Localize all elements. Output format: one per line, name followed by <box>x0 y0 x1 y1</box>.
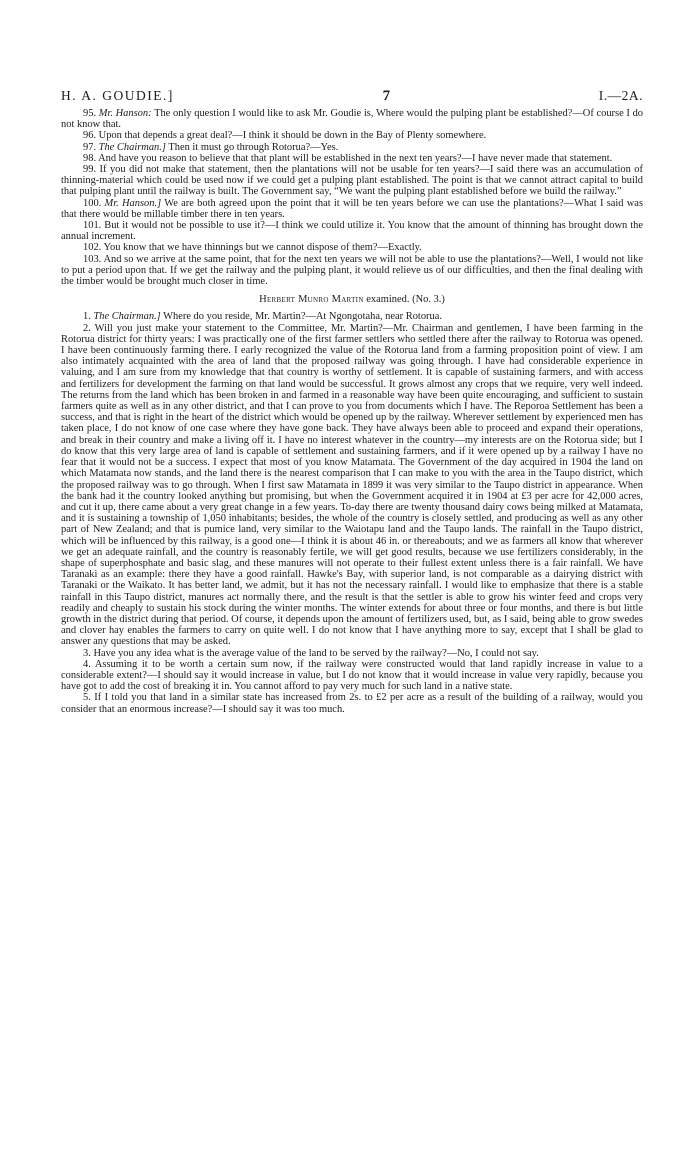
paper-reference: I.—2A. <box>598 88 643 103</box>
speaker: Mr. Hanson: <box>98 108 152 119</box>
document-body <box>61 108 643 715</box>
question-100: 100. Mr. Hanson.] We are both agreed upon the point that it will be ten years before we can use the plantations?—What I said was that there would be millable timber there in ten years. <box>61 197 644 220</box>
speaker: The Chairman.] <box>93 311 161 323</box>
question-101: 101. But it would not be possible to use it?—I think we could utilize it. You know that the amount of thinning has brought down the annual increment. <box>61 220 644 243</box>
running-head-witness: H. A. GOUDIE.] <box>61 88 174 103</box>
question-1: 1. The Chairman.] Where do you reside, Mr. Martin?—At Ngongotaha, near Rotorua. <box>83 311 442 323</box>
page-number: 7 <box>382 88 391 104</box>
question-97: 97. The Chairman.] Then it must go through Rotorua?—Yes. <box>83 141 339 153</box>
page-header <box>61 88 643 106</box>
question-99: 99. If you did not make that statement, then the plantations will not be usable for ten years?—I said there was an accumulation of thinning-material which could be used now if we could get a pulping plant established. The point is that we cannot attract capital to build that pulping plant until the railway is built. The Government say, “We want the pulping plant established before we build the railway.” <box>61 164 644 198</box>
question-5: 5. If I told you that land in a similar state has increased from 2s. to £2 per acre as a result of the building of a railway, would you consider that an enormous increase?—I should say it was too much. <box>61 692 644 715</box>
question-4: 4. Assuming it to be worth a certain sum now, if the railway were constructed would that land rapidly increase in value to a considerable extent?—I should say it would increase in value, but I do not know that it would increase in value very rapidly, because you have got to add the cost of breaking it in. You cannot afford to pay very much for such land in a native state. <box>61 658 643 693</box>
witness-name: Herbert Munro Martin <box>259 294 364 306</box>
question-98: 98. And have you reason to believe that that plant will be established in the next ten years?—I have never made that statement. <box>83 152 613 164</box>
question-96: 96. Upon that depends a great deal?—I think it should be down in the Bay of Plenty somewhere. <box>83 130 487 142</box>
question-103: 103. And so we arrive at the same point, that for the next ten years we will not be able to use the plantations?—Well, I would not like to put a period upon that. If we get the railway and the pulping plant, it would relieve us of our difficulties, and then the final dealing with the timber would be brought much closer in time. <box>61 253 643 288</box>
question-95: 95. Mr. Hanson: The only question I would like to ask Mr. Goudie is, Where would the pulping plant be established?—Of course I do not know that. <box>61 108 644 131</box>
speaker: The Chairman.] <box>98 141 166 153</box>
speaker: Mr. Hanson.] <box>104 197 162 209</box>
question-102: 102. You know that we have thinnings but we cannot dispose of them?—Exactly. <box>83 242 422 254</box>
section-heading: Herbert Munro Martin examined. (No. 3.) <box>259 294 445 306</box>
question-2: 2. Will you just make your statement to the Committee, Mr. Martin?—Mr. Chairman and gentlemen, I have been farming in the Rotorua district for thirty years: I was practically one of the first farmer settlers who settled there after the railway to Rotorua was opened. I have been continuously farming there. I early recognized the value of the Rotorua land from a farming proposition point of view. I am also intimately acquainted with the area of land that the proposed railway was going through. I have had considerable experience in valuing, and I am sure from my knowledge that that country is worthy of settlement. It is capable of sustaining farmers, and with access and fertilizers for development the farming on that land would be successful. It grows almost any crops that we require, very well indeed. The returns from the land which has been broken in and farmed in a reasonable way have been quite encouraging, and sufficient to sustain farmers quite as well as in any other district, and that I can prove to you from documents which I have. The Reporoa Settlement has been a success, and that is right in the heart of the district which would be opened up by the railway. Wherever settlement by experienced men has taken place, I do not know of one case where they have gone back. They have always been able to proceed and expand their operations, and break in their country and make a living off it. I have no interest whatever in the country—my interests are on the Rotorua side; but I do know that this very large area of land is capable of settlement and sustaining farmers, and if it were opened up by a railway I have no fear that it would not be a success. I expect that most of you know Matamata. The Government of the day acquired in 1904 the land on which Matamata now stands, and the land there is the nearest comparison that I can make to you with the area in the Taupo district, which the proposed railway was to go through. When I first saw Matamata in 1899 it was very similar to the Taupo district in appearance. When the bank had it the country looked anything but promising, but when the Government acquired it in 1904 at £3 per acre for 42,000 acres, and cut it up, there came about a very great change in a few years. To-day there are twenty thousand dairy cows being milked at Matamata, and it is sustaining a township of 1,050 inhabitants; besides, the whole of the country is closely settled, and producing as well as any other part of New Zealand; and that is pumice land, very similar to the Waiotapu land and the Taupo lands. The rainfall in the Taupo district, which will be influenced by this railway, is a good one—I think it is about 46 in. or thereabouts; and we as farmers all know that wherever we get an adequate rainfall, and the country is reasonably fertile, we will get good results, because we use fertilizers considerably, in the shape of superphosphate and basic slag, and these manures will not operate to their fullest extent unless there is a fair rainfall. We have Taranaki as an example: there they have a good rainfall. Hawke's Bay, with superior land, is not comparable as a dairying district with Taranaki or the Waikato. It has better land, we admit, but it has not the necessary rainfall. I would like to emphasize that there is a stable rainfall in this Taupo district, manures act normally there, and the result is that the settler is able to grow his winter feed and crops very readily and cheaply to sustain his stock during the winter months. The winter extends for about three or four months, and there is but little growth in the district during that period. Of course, it depends upon the amount of fertilizers used, but, as I said, being able to grow swedes and clover hay enables the farmers to carry on quite well. I do not know that I have anything more to say, except that I shall be glad to answer any questions that may be asked. <box>61 322 644 648</box>
question-3: 3. Have you any idea what is the average value of the land to be served by the railway?—No, I could not say. <box>83 647 539 659</box>
